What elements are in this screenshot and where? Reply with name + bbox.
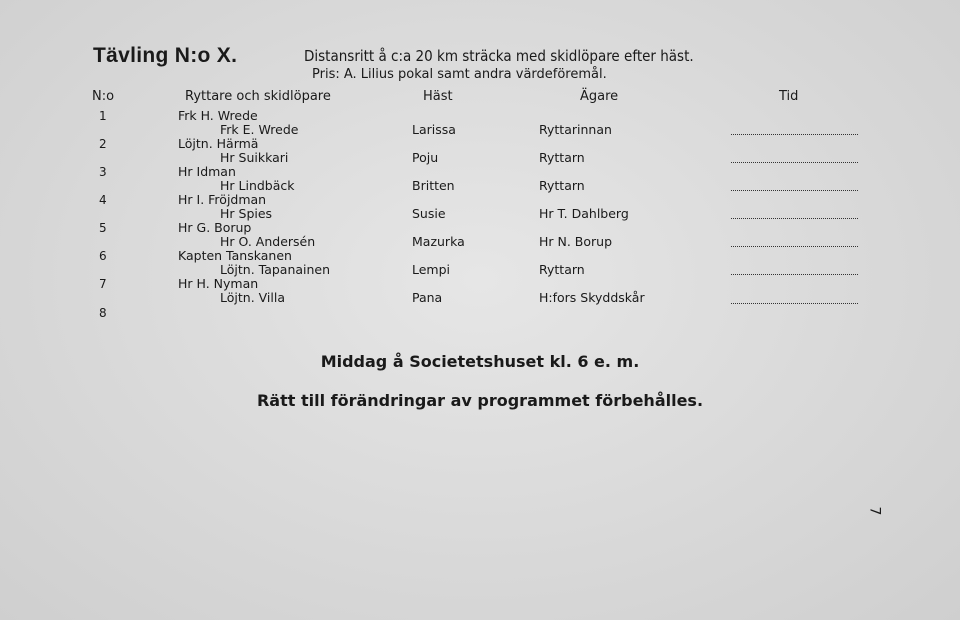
entry-owner: Ryttarinnan bbox=[539, 122, 612, 137]
entry-number: 4 bbox=[99, 193, 107, 207]
header-time: Tid bbox=[779, 89, 799, 104]
entry-skier: Hr Lindbäck bbox=[220, 178, 295, 193]
entry-skier: Hr Suikkari bbox=[220, 150, 289, 165]
entry-number: 6 bbox=[99, 249, 107, 263]
entry-rider: Hr I. Fröjdman bbox=[178, 192, 267, 207]
time-line bbox=[731, 218, 858, 219]
entry-rider: Löjtn. Härmä bbox=[178, 136, 259, 151]
entry-skier: Frk E. Wrede bbox=[220, 122, 299, 137]
changes-notice: Rätt till förändringar av programmet förbehålles. bbox=[256, 391, 704, 410]
entry-horse: Mazurka bbox=[412, 234, 465, 249]
entry-horse: Pana bbox=[412, 290, 443, 305]
entry-horse: Susie bbox=[412, 206, 446, 221]
entry-rider: Hr H. Nyman bbox=[178, 276, 259, 291]
header-horse: Häst bbox=[423, 89, 453, 104]
header-rider: Ryttare och skidlöpare bbox=[185, 89, 331, 104]
entry-owner: Ryttarn bbox=[539, 178, 585, 193]
entry-owner: Hr T. Dahlberg bbox=[539, 206, 629, 221]
entry-number: 2 bbox=[99, 137, 107, 151]
entry-horse: Poju bbox=[412, 150, 439, 165]
entry-owner: H:fors Skyddskår bbox=[539, 290, 645, 305]
time-line bbox=[731, 246, 858, 247]
entry-rider: Hr G. Borup bbox=[178, 220, 252, 235]
entry-number: 5 bbox=[99, 221, 107, 235]
prize-line: Pris: A. Lilius pokal samt andra värdeföremål. bbox=[312, 67, 607, 82]
entry-skier: Löjtn. Villa bbox=[220, 290, 285, 305]
page-number: 7 bbox=[866, 506, 883, 516]
competition-title: Tävling N:o X. bbox=[93, 44, 238, 67]
time-line bbox=[731, 162, 858, 163]
entry-owner: Ryttarn bbox=[539, 262, 585, 277]
competition-description: Distansritt å c:a 20 km sträcka med skidlöpare efter häst. bbox=[304, 47, 694, 65]
header-owner: Ägare bbox=[580, 89, 619, 104]
entry-number: 3 bbox=[99, 165, 107, 179]
entry-horse: Britten bbox=[412, 178, 455, 193]
entry-number: 8 bbox=[99, 306, 107, 320]
entry-owner: Ryttarn bbox=[539, 150, 585, 165]
entry-horse: Larissa bbox=[412, 122, 456, 137]
entry-skier: Hr O. Andersén bbox=[220, 234, 316, 249]
entry-skier: Löjtn. Tapanainen bbox=[220, 262, 331, 277]
entry-number: 1 bbox=[99, 109, 107, 123]
time-line bbox=[731, 134, 858, 135]
time-line bbox=[731, 190, 858, 191]
entry-rider: Frk H. Wrede bbox=[178, 108, 258, 123]
time-line bbox=[731, 303, 858, 304]
header-no: N:o bbox=[92, 89, 115, 104]
entry-skier: Hr Spies bbox=[220, 206, 273, 221]
entry-owner: Hr N. Borup bbox=[539, 234, 613, 249]
entry-horse: Lempi bbox=[412, 262, 451, 277]
dinner-notice: Middag å Societetshuset kl. 6 e. m. bbox=[320, 352, 640, 371]
time-line bbox=[731, 274, 858, 275]
entry-number: 7 bbox=[99, 277, 107, 291]
entry-rider: Hr Idman bbox=[178, 164, 236, 179]
entry-rider: Kapten Tanskanen bbox=[178, 248, 292, 263]
